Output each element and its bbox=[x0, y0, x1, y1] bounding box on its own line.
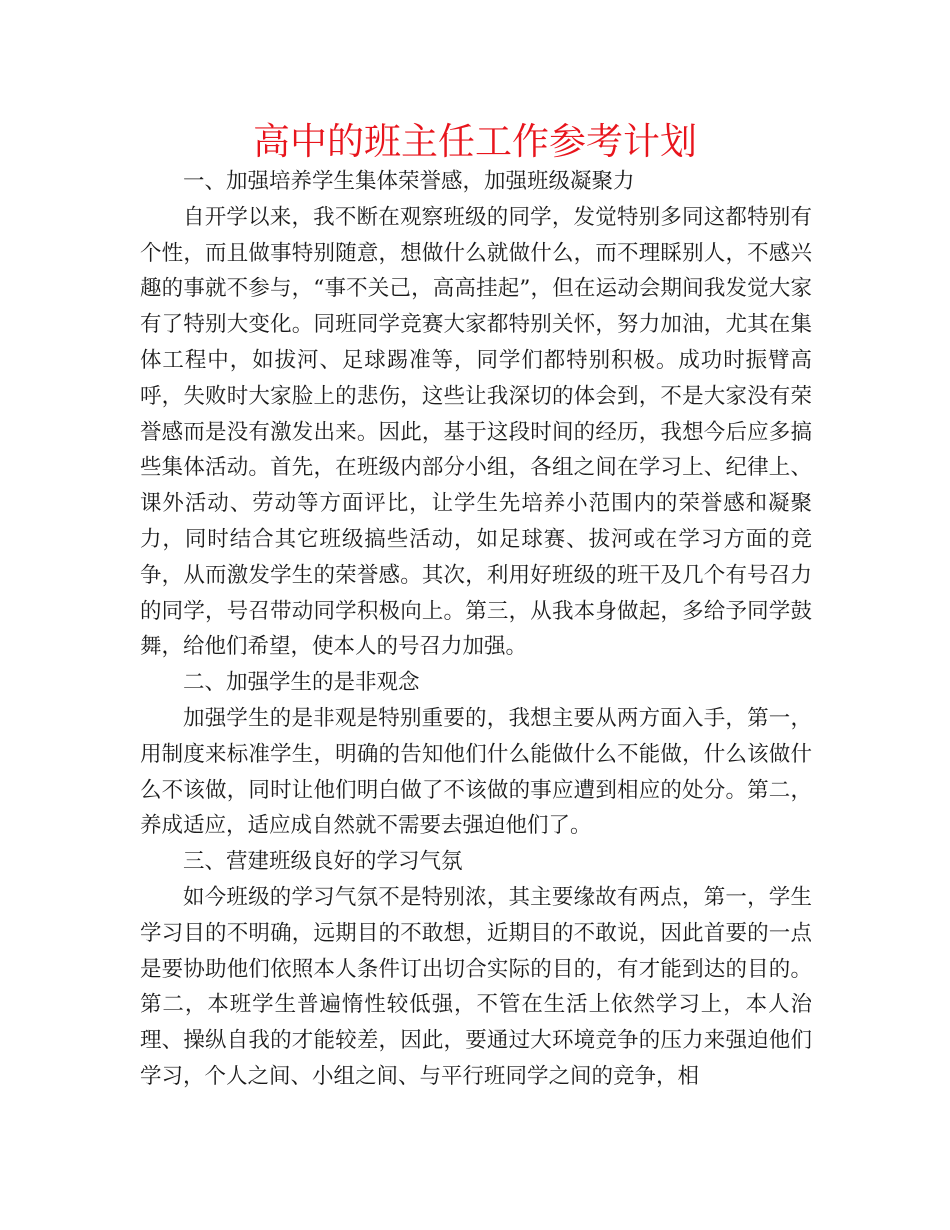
body-paragraph-1: 自开学以来，我不断在观察班级的同学，发觉特别多同这都特别有个性，而且做事特别随意，想做什么就做什么，而不理睬别人，不感兴趣的事就不参与，“事不关己，高高挂起”，但在运动会期间我发觉大家有了特别大变化。同班同学竞赛大家都特别关怀，努力加油，尤其在集体工程中，如拔河、足球踢准等，同学们都特别积极。成功时振臂高呼，失败时大家脸上的悲伤，这些让我深切的体会到，不是大家没有荣誉感而是没有激发出来。因此，基于这段时间的经历，我想今后应多搞些集体活动。首先，在班级内部分小组，各组之间在学习上、纪律上、课外活动、劳动等方面评比，让学生先培养小范围内的荣誉感和凝聚力，同时结合其它班级搞些活动，如足球赛、拔河或在学习方面的竞争，从而激发学生的荣誉感。其次，利用好班级的班干及几个有号召力的同学，号召带动同学积极向上。第三，从我本身做起，多给予同学鼓舞，给他们希望，使本人的号召力加强。 bbox=[140, 204, 812, 660]
section-heading-3: 三、营建班级良好的学习气氛 bbox=[183, 849, 463, 875]
body-paragraph-3: 如今班级的学习气氛不是特别浓，其主要缘故有两点，第一，学生学习目的不明确，远期目的不敢想，近期目的不敢说，因此首要的一点是要协助他们依照本人条件订出切合实际的目的，有才能到达的目的。第二，本班学生普遍惰性较低强，不管在生活上依然学习上，本人治理、操纵自我的才能较差，因此，要通过大环境竞争的压力来强迫他们学习，个人之间、小组之间、与平行班同学之间的竞争，相 bbox=[140, 884, 812, 1089]
document-title: 高中的班主任工作参考计划 bbox=[253, 120, 697, 163]
section-heading-1: 一、加强培养学生集体荣誉感，加强班级凝聚力 bbox=[183, 169, 635, 194]
body-paragraph-2: 加强学生的是非观是特别重要的，我想主要从两方面入手，第一，用制度来标准学生，明确的告知他们什么能做什么不能做，什么该做什么不该做，同时让他们明白做了不该做的事应遭到相应的处分。第二，养成适应，适应成自然就不需要去强迫他们了。 bbox=[140, 705, 812, 839]
section-heading-2: 二、加强学生的是非观念 bbox=[183, 670, 420, 696]
document-body bbox=[140, 164, 812, 1095]
